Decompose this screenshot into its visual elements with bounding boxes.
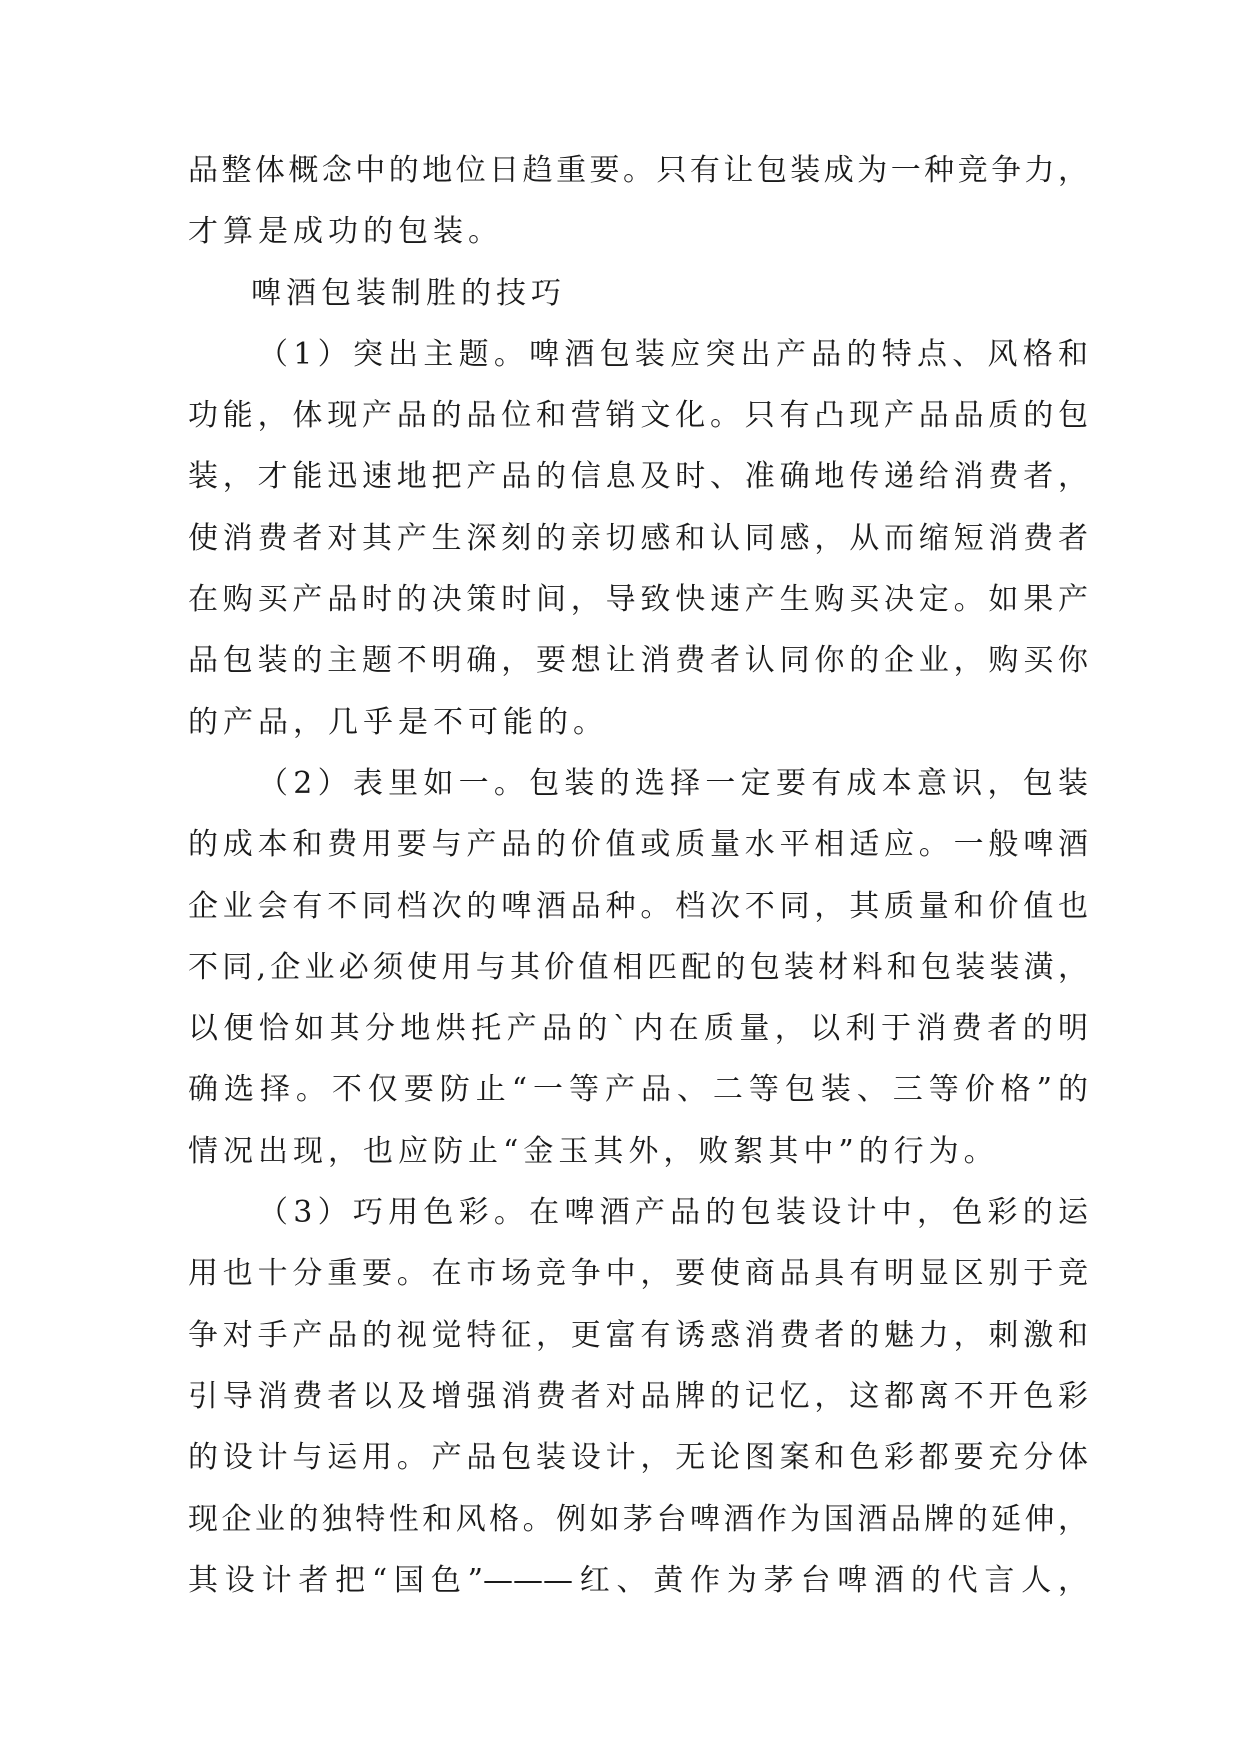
text-line: 的设计与运用。产品包装设计，无论图案和色彩都要充分体 [188, 1440, 1088, 1476]
text-line: （1）突出主题。啤酒包装应突出产品的特点、风格和 [258, 336, 1088, 372]
text-line: 品整体概念中的地位日趋重要。只有让包装成为一种竞争力， [188, 153, 1088, 188]
text-line: 不同,企业必须使用与其价值相匹配的包装材料和包装装潢， [188, 949, 1088, 985]
body-text [188, 140, 1088, 1611]
section-heading: 啤酒包装制胜的技巧 [251, 275, 566, 311]
text-line: 以便恰如其分地烘托产品的`内在质量，以利于消费者的明 [188, 1011, 1088, 1047]
text-line: （2）表里如一。包装的选择一定要有成本意识，包装 [258, 765, 1088, 801]
text-line: 品包装的主题不明确，要想让消费者认同你的企业，购买你 [188, 643, 1088, 679]
text-line: 现企业的独特性和风格。例如茅台啤酒作为国酒品牌的延伸， [188, 1501, 1088, 1537]
text-line: 的成本和费用要与产品的价值或质量水平相适应。一般啤酒 [188, 827, 1088, 863]
text-line: 其设计者把“国色”———红、黄作为茅台啤酒的代言人， [188, 1562, 1088, 1598]
text-line: 功能，体现产品的品位和营销文化。只有凸现产品品质的包 [188, 398, 1088, 434]
text-line: 企业会有不同档次的啤酒品种。档次不同，其质量和价值也 [188, 888, 1088, 924]
text-line: 在购买产品时的决策时间，导致快速产生购买决定。如果产 [188, 582, 1088, 618]
text-line: 确选择。不仅要防止“一等产品、二等包装、三等价格”的 [188, 1072, 1088, 1108]
text-line: （3）巧用色彩。在啤酒产品的包装设计中，色彩的运 [258, 1195, 1088, 1231]
text-line: 用也十分重要。在市场竞争中，要使商品具有明显区别于竞 [188, 1256, 1088, 1292]
text-line: 情况出现，也应防止“金玉其外，败絮其中”的行为。 [188, 1133, 999, 1169]
text-line: 使消费者对其产生深刻的亲切感和认同感，从而缩短消费者 [188, 520, 1088, 556]
text-line: 的产品，几乎是不可能的。 [188, 704, 608, 740]
text-line: 装，才能迅速地把产品的信息及时、准确地传递给消费者， [188, 459, 1088, 495]
text-line: 引导消费者以及增强消费者对品牌的记忆，这都离不开色彩 [188, 1378, 1088, 1414]
text-line: 才算是成功的包装。 [188, 214, 503, 250]
text-line: 争对手产品的视觉特征，更富有诱惑消费者的魅力，刺激和 [188, 1317, 1088, 1353]
